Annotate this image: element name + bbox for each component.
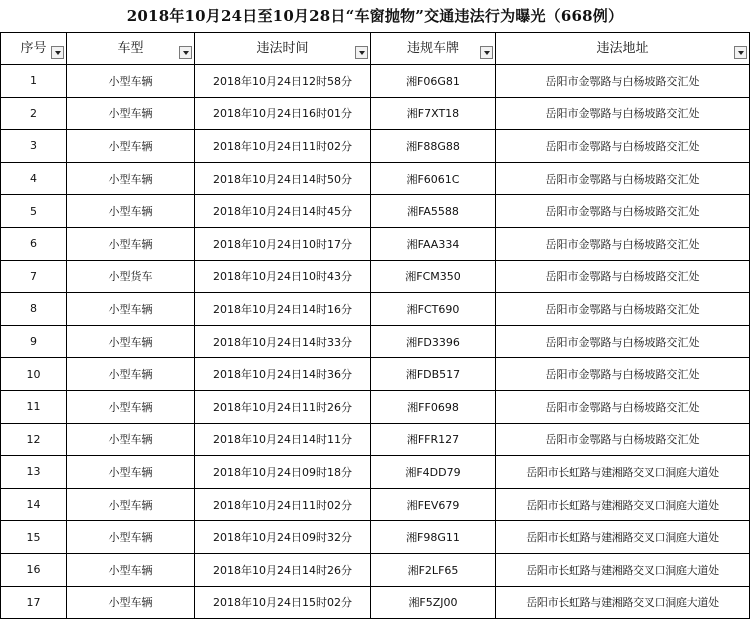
table-row [1, 227, 750, 260]
address-cell[interactable]: 岳阳市长虹路与建湘路交叉口洞庭大道处 [496, 521, 750, 554]
index-cell[interactable]: 2 [1, 97, 67, 130]
sheet-title: 2018年10月24日至10月28日“车窗抛物”交通违法行为曝光（668例） [126, 7, 624, 25]
index-cell[interactable]: 6 [1, 227, 67, 260]
filter-dropdown-icon[interactable] [734, 46, 747, 59]
vehicle-type-cell[interactable]: 小型车辆 [67, 390, 195, 423]
vehicle-type-cell[interactable]: 小型车辆 [67, 227, 195, 260]
violation-time-cell[interactable]: 2018年10月24日11时26分 [195, 390, 371, 423]
table-row [1, 97, 750, 130]
plate-cell[interactable]: 湘F5ZJ00 [371, 586, 496, 619]
index-cell[interactable]: 3 [1, 130, 67, 163]
index-cell[interactable]: 1 [1, 65, 67, 98]
index-cell[interactable]: 15 [1, 521, 67, 554]
vehicle-type-cell[interactable]: 小型货车 [67, 260, 195, 293]
header-cell-vehicle-type [67, 33, 195, 65]
table-row [1, 162, 750, 195]
table-row [1, 65, 750, 98]
header-cell-address [496, 33, 750, 65]
address-cell[interactable]: 岳阳市金鄂路与白杨坡路交汇处 [496, 227, 750, 260]
address-cell[interactable]: 岳阳市长虹路与建湘路交叉口洞庭大道处 [496, 488, 750, 521]
plate-cell[interactable]: 湘F7XT18 [371, 97, 496, 130]
index-cell[interactable]: 14 [1, 488, 67, 521]
violation-time-cell[interactable]: 2018年10月24日15时02分 [195, 586, 371, 619]
table-row [1, 260, 750, 293]
index-cell[interactable]: 16 [1, 553, 67, 586]
index-cell[interactable]: 5 [1, 195, 67, 228]
violation-time-cell[interactable]: 2018年10月24日14时50分 [195, 162, 371, 195]
table-row [1, 390, 750, 423]
plate-cell[interactable]: 湘FAA334 [371, 227, 496, 260]
header-label: 违规车牌 [406, 41, 459, 56]
violation-time-cell[interactable]: 2018年10月24日14时26分 [195, 553, 371, 586]
address-cell[interactable]: 岳阳市金鄂路与白杨坡路交汇处 [496, 260, 750, 293]
violation-time-cell[interactable]: 2018年10月24日10时17分 [195, 227, 371, 260]
index-cell[interactable]: 13 [1, 456, 67, 489]
address-cell[interactable]: 岳阳市金鄂路与白杨坡路交汇处 [496, 390, 750, 423]
address-cell[interactable]: 岳阳市金鄂路与白杨坡路交汇处 [496, 423, 750, 456]
header-label: 车型 [117, 41, 144, 56]
table-row [1, 521, 750, 554]
address-cell[interactable]: 岳阳市长虹路与建湘路交叉口洞庭大道处 [496, 553, 750, 586]
violation-time-cell[interactable]: 2018年10月24日14时33分 [195, 325, 371, 358]
plate-cell[interactable]: 湘F4DD79 [371, 456, 496, 489]
plate-cell[interactable]: 湘FCM350 [371, 260, 496, 293]
vehicle-type-cell[interactable]: 小型车辆 [67, 162, 195, 195]
filter-dropdown-icon[interactable] [51, 46, 64, 59]
table-row [1, 195, 750, 228]
address-cell[interactable]: 岳阳市金鄂路与白杨坡路交汇处 [496, 162, 750, 195]
plate-cell[interactable]: 湘F98G11 [371, 521, 496, 554]
index-cell[interactable]: 7 [1, 260, 67, 293]
table-row [1, 456, 750, 489]
address-cell[interactable]: 岳阳市长虹路与建湘路交叉口洞庭大道处 [496, 456, 750, 489]
table-row [1, 130, 750, 163]
table-row [1, 553, 750, 586]
table-row [1, 358, 750, 391]
plate-cell[interactable]: 湘FDB517 [371, 358, 496, 391]
violation-time-cell[interactable]: 2018年10月24日09时18分 [195, 456, 371, 489]
index-cell[interactable]: 12 [1, 423, 67, 456]
index-cell[interactable]: 9 [1, 325, 67, 358]
violation-time-cell[interactable]: 2018年10月24日14时11分 [195, 423, 371, 456]
violation-time-cell[interactable]: 2018年10月24日10时43分 [195, 260, 371, 293]
header-cell-plate [371, 33, 496, 65]
address-cell[interactable]: 岳阳市长虹路与建湘路交叉口洞庭大道处 [496, 586, 750, 619]
plate-cell[interactable]: 湘F2LF65 [371, 553, 496, 586]
plate-cell[interactable]: 湘FCT690 [371, 293, 496, 326]
index-cell[interactable]: 10 [1, 358, 67, 391]
table-row [1, 423, 750, 456]
header-label: 违法时间 [256, 41, 309, 56]
plate-cell[interactable]: 湘F06G81 [371, 65, 496, 98]
plate-cell[interactable]: 湘F6061C [371, 162, 496, 195]
plate-cell[interactable]: 湘FD3396 [371, 325, 496, 358]
header-label: 违法地址 [596, 41, 649, 56]
vehicle-type-cell[interactable]: 小型车辆 [67, 195, 195, 228]
address-cell[interactable]: 岳阳市金鄂路与白杨坡路交汇处 [496, 65, 750, 98]
index-cell[interactable]: 11 [1, 390, 67, 423]
plate-cell[interactable]: 湘FEV679 [371, 488, 496, 521]
vehicle-type-cell[interactable]: 小型车辆 [67, 521, 195, 554]
vehicle-type-cell[interactable]: 小型车辆 [67, 130, 195, 163]
vehicle-type-cell[interactable]: 小型车辆 [67, 358, 195, 391]
table-row [1, 293, 750, 326]
address-cell[interactable]: 岳阳市金鄂路与白杨坡路交汇处 [496, 195, 750, 228]
vehicle-type-cell[interactable]: 小型车辆 [67, 423, 195, 456]
violation-time-cell[interactable]: 2018年10月24日11时02分 [195, 488, 371, 521]
table-row [1, 488, 750, 521]
table-row [1, 325, 750, 358]
vehicle-type-cell[interactable]: 小型车辆 [67, 553, 195, 586]
address-cell[interactable]: 岳阳市金鄂路与白杨坡路交汇处 [496, 130, 750, 163]
table-body [1, 65, 750, 619]
vehicle-type-cell[interactable]: 小型车辆 [67, 97, 195, 130]
header-label: 序号 [20, 41, 47, 56]
plate-cell[interactable]: 湘FFR127 [371, 423, 496, 456]
violation-time-cell[interactable]: 2018年10月24日14时16分 [195, 293, 371, 326]
plate-cell[interactable]: 湘FA5588 [371, 195, 496, 228]
violation-time-cell[interactable]: 2018年10月24日12时58分 [195, 65, 371, 98]
violation-time-cell[interactable]: 2018年10月24日14时36分 [195, 358, 371, 391]
violation-time-cell[interactable]: 2018年10月24日14时45分 [195, 195, 371, 228]
vehicle-type-cell[interactable]: 小型车辆 [67, 586, 195, 619]
index-cell[interactable]: 4 [1, 162, 67, 195]
vehicle-type-cell[interactable]: 小型车辆 [67, 488, 195, 521]
address-cell[interactable]: 岳阳市金鄂路与白杨坡路交汇处 [496, 358, 750, 391]
vehicle-type-cell[interactable]: 小型车辆 [67, 65, 195, 98]
header-cell-violation-time [195, 33, 371, 65]
address-cell[interactable]: 岳阳市金鄂路与白杨坡路交汇处 [496, 325, 750, 358]
address-cell[interactable]: 岳阳市金鄂路与白杨坡路交汇处 [496, 293, 750, 326]
index-cell[interactable]: 17 [1, 586, 67, 619]
violations-table [0, 32, 750, 619]
filter-dropdown-icon[interactable] [179, 46, 192, 59]
violation-time-cell[interactable]: 2018年10月24日11时02分 [195, 130, 371, 163]
header-cell-index [1, 33, 67, 65]
violation-time-cell[interactable]: 2018年10月24日16时01分 [195, 97, 371, 130]
filter-dropdown-icon[interactable] [355, 46, 368, 59]
plate-cell[interactable]: 湘F88G88 [371, 130, 496, 163]
violation-time-cell[interactable]: 2018年10月24日09时32分 [195, 521, 371, 554]
table-row [1, 586, 750, 619]
address-cell[interactable]: 岳阳市金鄂路与白杨坡路交汇处 [496, 97, 750, 130]
header-row [1, 33, 750, 65]
vehicle-type-cell[interactable]: 小型车辆 [67, 293, 195, 326]
vehicle-type-cell[interactable]: 小型车辆 [67, 456, 195, 489]
vehicle-type-cell[interactable]: 小型车辆 [67, 325, 195, 358]
filter-dropdown-icon[interactable] [480, 46, 493, 59]
plate-cell[interactable]: 湘FF0698 [371, 390, 496, 423]
index-cell[interactable]: 8 [1, 293, 67, 326]
